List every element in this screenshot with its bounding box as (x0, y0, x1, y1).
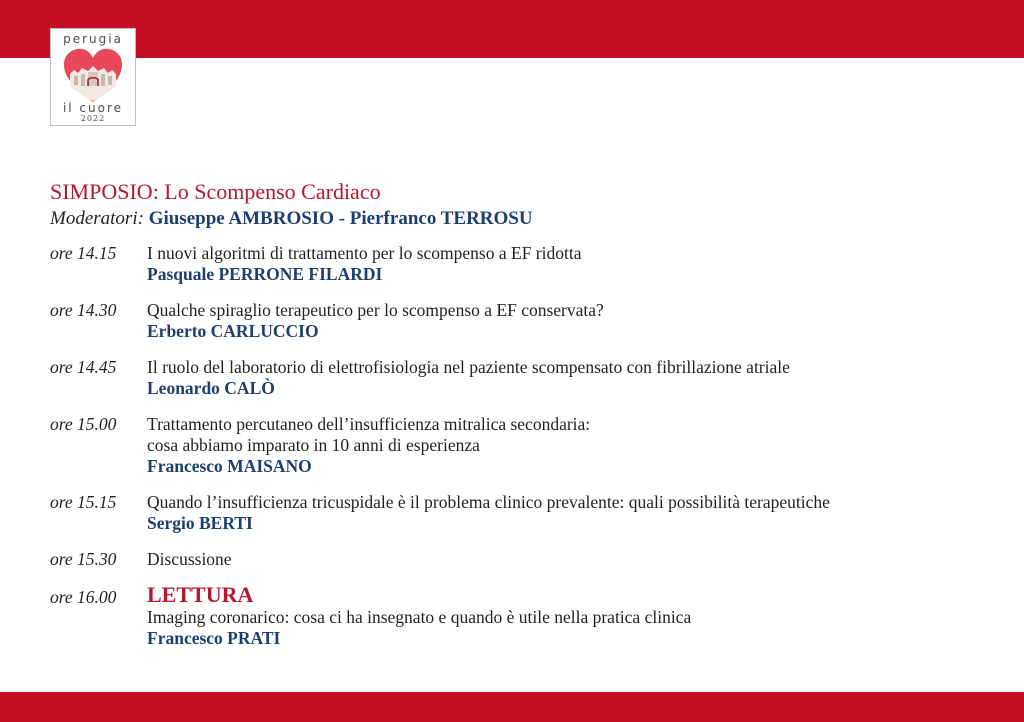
agenda-row (50, 414, 990, 477)
lettura-row (50, 583, 990, 649)
agenda-time: ore 15.15 (50, 492, 117, 512)
symposium-title: SIMPOSIO: Lo Scompenso Cardiaco (50, 179, 381, 204)
speaker-name: Sergio BERTI (147, 513, 253, 533)
agenda-time: ore 14.15 (50, 243, 117, 263)
top-red-band (0, 0, 1024, 58)
program-content (50, 178, 990, 664)
moderators-label: Moderatori: (50, 208, 144, 229)
talk-title: Quando l’insufficienza tricuspidale è il problema clinico prevalente: quali possibilità terapeutiche (147, 492, 830, 512)
agenda-time: ore 15.00 (50, 414, 117, 434)
speaker-name: Leonardo CALÒ (147, 378, 275, 398)
perugia-il-cuore-logo (50, 28, 136, 126)
agenda-time: ore 16.00 (50, 587, 117, 607)
moderators-names: Giuseppe AMBROSIO - Pierfranco TERROSU (148, 208, 533, 229)
agenda-time: ore 14.45 (50, 357, 117, 377)
talk-title: Imaging coronarico: cosa ci ha insegnato e quando è utile nella pratica clinica (147, 607, 692, 627)
logo-text-bottom: il cuore (62, 101, 124, 115)
agenda-time: ore 14.30 (50, 300, 117, 320)
moderators-line (50, 207, 990, 231)
lettura-heading: LETTURA (147, 582, 254, 607)
talk-title: I nuovi algoritmi di trattamento per lo scompenso a EF ridotta (147, 243, 582, 263)
logo-year: 2022 (80, 114, 106, 123)
speaker-name: Erberto CARLUCCIO (147, 321, 319, 341)
speaker-name: Francesco PRATI (147, 628, 281, 648)
agenda-time: ore 15.30 (50, 549, 117, 569)
bottom-red-band (0, 692, 1024, 722)
heart-icon (62, 46, 124, 106)
talk-title: Discussione (147, 549, 232, 569)
speaker-name: Pasquale PERRONE FILARDI (147, 264, 383, 284)
agenda-list (50, 243, 990, 649)
logo-text-top: perugia (63, 32, 123, 46)
agenda-row (50, 357, 990, 399)
speaker-name: Francesco MAISANO (147, 456, 312, 476)
talk-title: Il ruolo del laboratorio di elettrofisiologia nel paziente scompensato con fibrillazione atriale (147, 357, 790, 377)
agenda-row (50, 492, 990, 534)
agenda-row (50, 300, 990, 342)
talk-title: Trattamento percutaneo dell’insufficienza mitralica secondaria: (147, 414, 591, 434)
agenda-row (50, 549, 990, 570)
talk-title-continued: cosa abbiamo imparato in 10 anni di esperienza (147, 435, 480, 455)
talk-title: Qualche spiraglio terapeutico per lo scompenso a EF conservata? (147, 300, 604, 320)
agenda-row (50, 243, 990, 285)
